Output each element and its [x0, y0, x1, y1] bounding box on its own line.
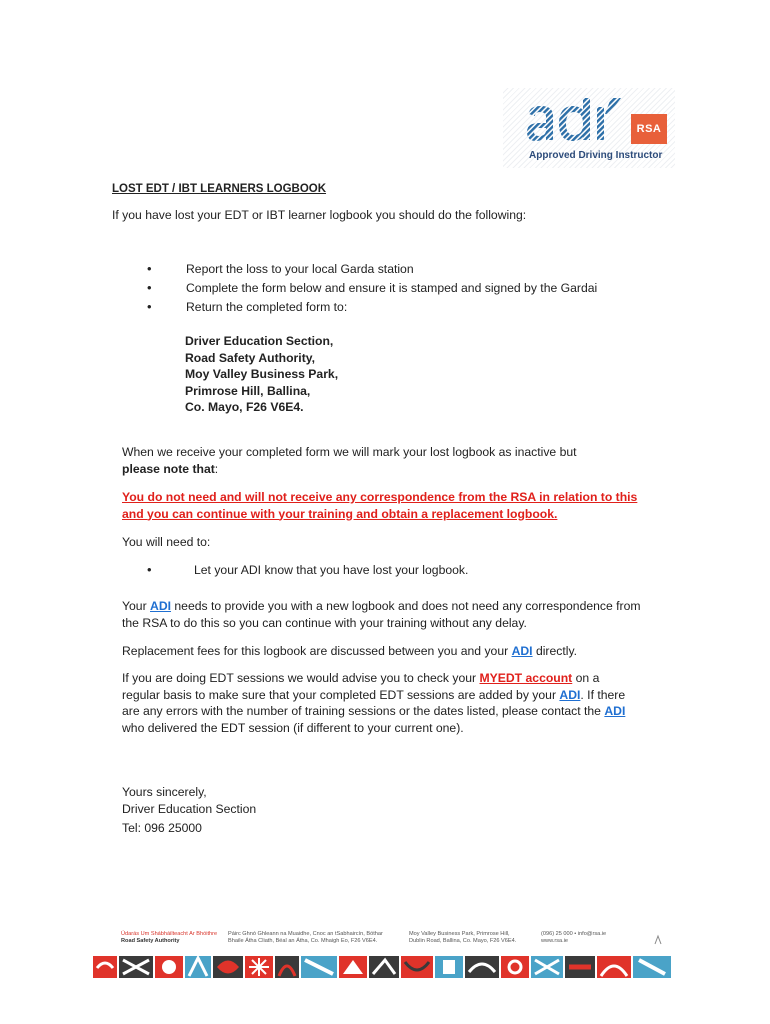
footer-line: www.rsa.ie	[541, 938, 569, 944]
rsa-badge: RSA	[631, 114, 667, 144]
footer-line: Bhaile Átha Cliath, Béal an Átha, Co. Mhaigh Eo, F26 V6E4.	[228, 938, 378, 944]
receive-paragraph	[122, 444, 662, 477]
footer-org-english: Road Safety Authority	[121, 938, 180, 944]
postal-address	[185, 333, 338, 416]
list-item: • Let your ADI know that you have lost your logbook.	[144, 562, 468, 579]
need-to-text: You will need to:	[122, 535, 211, 549]
footer-line: Moy Valley Business Park, Primrose Hill,	[409, 931, 510, 937]
list-item: • Return the completed form to:	[144, 299, 597, 318]
footer-org-irish: Údarás Um Shábháilteacht Ar Bhóithre	[121, 931, 218, 937]
adi-link[interactable]: ADI	[604, 704, 626, 718]
steps-list	[144, 261, 597, 318]
adi-para-post: needs to provide you with a new logbook and does not need any correspondence from the RSA to do this so you can continue with your training without any delay.	[122, 599, 641, 630]
address-line: Moy Valley Business Park,	[185, 367, 339, 381]
adi-link[interactable]: ADI	[511, 644, 533, 658]
receive-text: When we receive your completed form we will mark your lost logbook as inactive but	[122, 445, 577, 459]
address-line: Driver Education Section,	[185, 334, 334, 348]
adi-paragraph	[122, 598, 657, 631]
edt-para-text: . If there are any errors with the number of training sessions or the dates listed, please contact the	[122, 687, 626, 718]
address-line: Co. Mayo, F26 V6E4.	[185, 400, 304, 414]
warning-text: You do not need and will not receive any correspondence from the RSA in relation to this and you can continue with your training and obtain a replacement logbook.	[122, 490, 638, 521]
colon-text: :	[214, 461, 219, 476]
signoff-phone: Tel: 096 25000	[122, 821, 202, 835]
edt-para-text: on a regular basis to make sure that your completed EDT sessions are added by your	[122, 671, 600, 702]
adi-logo-icon	[525, 96, 635, 142]
intro-text: If you have lost your EDT or IBT learner logbook you should do the following:	[112, 208, 527, 222]
footer-line: Páirc Ghnó Ghleann na Muaidhe, Cnoc an tSabhaircín, Bóthar	[228, 931, 383, 937]
logo-caption: Approved Driving Instructor	[529, 150, 663, 161]
fees-para-pre: Replacement fees for this logbook are discussed between you and your	[122, 644, 512, 658]
address-line: Road Safety Authority,	[185, 350, 316, 365]
list-item: • Complete the form below and ensure it is stamped and signed by the Gardai	[144, 280, 597, 299]
address-line: Primrose Hill, Ballina,	[185, 383, 311, 398]
page-title: LOST EDT / IBT LEARNERS LOGBOOK	[112, 183, 327, 195]
adi-link[interactable]: ADI	[559, 687, 581, 702]
please-note-text: please note that	[122, 461, 215, 476]
edt-para-text: who delivered the EDT session (if different to your current one).	[122, 720, 464, 735]
adi-link[interactable]: ADI	[150, 599, 172, 613]
footer-address-english	[409, 931, 516, 945]
fees-paragraph	[122, 643, 662, 660]
signoff-section: Driver Education Section	[122, 801, 257, 816]
signoff-greeting: Yours sincerely,	[122, 785, 207, 799]
adi-para-pre: Your	[122, 599, 151, 613]
footer-pattern-strip	[93, 952, 671, 980]
edt-para-text: If you are doing EDT sessions we would advise you to check your	[122, 671, 480, 685]
list-item: • Report the loss to your local Garda station	[144, 261, 597, 280]
myedt-account-link[interactable]: MYEDT account	[479, 671, 573, 685]
adi-logo	[503, 88, 675, 168]
edt-paragraph	[122, 670, 627, 736]
fees-para-post: directly.	[532, 644, 578, 658]
footer-org	[121, 931, 217, 945]
footer-line: (096) 25 000 • info@rsa.ie	[541, 931, 607, 937]
footer-contact	[541, 931, 606, 945]
footer-small-icon	[653, 934, 663, 946]
footer-address-irish	[228, 931, 383, 945]
signoff	[122, 784, 256, 837]
footer-line: Dublin Road, Ballina, Co. Mayo, F26 V6E4.	[409, 938, 517, 944]
